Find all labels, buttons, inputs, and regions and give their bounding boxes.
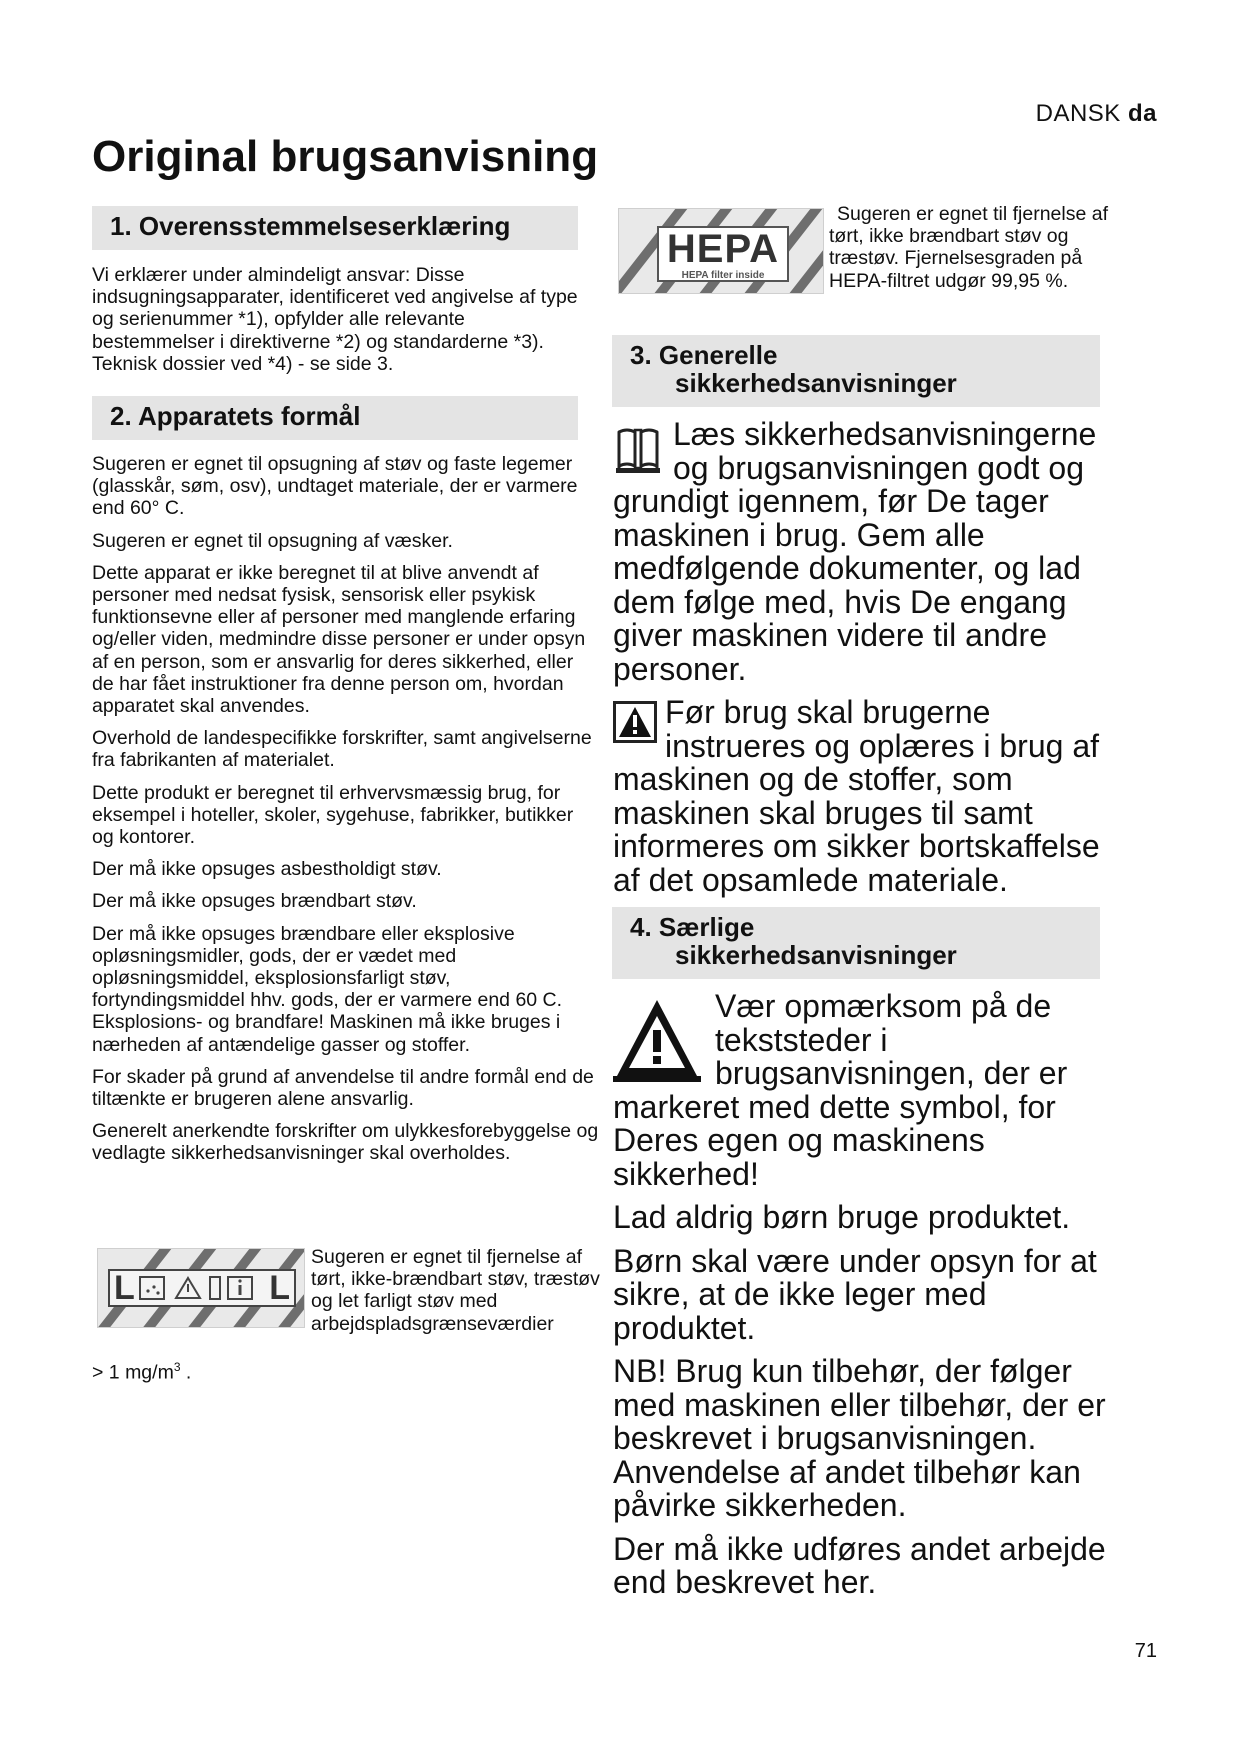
l-class-letter-left: L	[114, 1268, 135, 1307]
l-class-dust-label	[97, 1248, 305, 1328]
paragraph: Børn skal være under opsyn for at sikre, at de ikke leger med produktet.	[613, 1242, 1097, 1346]
page-number: 71	[1134, 1640, 1157, 1662]
warning-icon	[613, 701, 657, 743]
l-class-limit: > 1 $mg/m^3$ .	[92, 1360, 192, 1384]
section-3-heading: 3. Generelle sikkerhedsanvisninger	[612, 335, 1100, 407]
large-warning-icon	[613, 996, 701, 1082]
paragraph: Generelt anerkendte forskrifter om ulykkesforebyggelse og vedlagte sikkerhedsanvisninger skal overholdes.	[92, 1120, 599, 1165]
l-class-letter-right: L	[269, 1268, 290, 1307]
paragraph: Der må ikke opsuges brændbart støv.	[92, 890, 417, 913]
paragraph: Dette produkt er beregnet til erhvervsmæssig brug, for eksempel i hoteller, skoler, sygehuse, fabrikker, butikker og kontorer.	[92, 781, 574, 849]
section-3-body	[613, 418, 1113, 907]
dust-hazard-icon	[138, 1274, 266, 1302]
manual-book-icon	[613, 424, 663, 476]
paragraph: Sugeren er egnet til opsugning af væsker.	[92, 529, 453, 552]
hepa-logo-subtext: HEPA filter inside	[681, 270, 765, 281]
section-4-heading: 4. Særlige sikkerhedsanvisninger	[612, 907, 1100, 979]
paragraph: Der må ikke udføres andet arbejde end beskrevet her.	[613, 1530, 1106, 1600]
section-2-heading: 2. Apparatets formål	[92, 396, 578, 440]
section-1-heading: 1. Overensstemmelseserklæring	[92, 206, 578, 250]
paragraph: Der må ikke opsuges brændbare eller eksplosive opløsningsmidler, gods, der er vædet med opløsningsmiddel, eksplosionsfarligt støv, fortyndingsmiddel hhv. gods, der er varmere end 60 C. Eksplosions- og brandfare! Maskinen må ikke bruges i nærheden af antændelige gasser og stoffer.	[92, 922, 563, 1056]
document-title: Original brugsanvisning	[92, 132, 599, 181]
hepa-logo-text: HEPA	[666, 227, 780, 271]
paragraph: Sugeren er egnet til opsugning af støv og faste legemer (glasskår, søm, osv), undtaget materiale, der er varmere end 60° C.	[92, 453, 578, 520]
l-class-text: Sugeren er egnet til fjernelse af tørt, ikke-brændbart støv, træstøv og let farligt støv med arbejdspladsgrænseværdier	[311, 1246, 600, 1335]
paragraph: Lad aldrig børn bruge produktet.	[613, 1199, 1071, 1235]
paragraph: NB! Brug kun tilbehør, der følger med maskinen eller tilbehør, der er beskrevet i brugsanvisningen. Anvendelse af andet tilbehør kan påvirke sikkerheden.	[613, 1353, 1106, 1523]
section-4-body	[613, 990, 1113, 1610]
paragraph: Dette apparat er ikke beregnet til at blive anvendt af personer med nedsat fysisk, sensorisk eller psykisk funktionsevne eller af personer med manglende erfaring og/eller viden, medmindre disse personer er under opsyn af en person, som er ansvarlig for deres sikkerhed, eller de har fået instruktioner fra denne person om, hvordan apparatet skal anvendes.	[92, 561, 586, 718]
hepa-label	[618, 208, 824, 294]
paragraph: Før brug skal brugerne instrueres og oplæres i brug af maskinen og de stoffer, som maskinen skal bruges til samt informeres om sikker bortskaffelse af det opsamlede materiale.	[613, 694, 1100, 898]
hepa-text: Sugeren er egnet til fjernelse af tørt, ikke brændbart støv og træstøv. Fjernelsesgraden på HEPA-filtret udgør 99,95 %.	[829, 203, 1109, 292]
language-label: DANSK da	[1035, 100, 1157, 127]
paragraph: For skader på grund af anvendelse til andre formål end de tiltænkte er brugeren alene ansvarlig.	[92, 1065, 594, 1111]
paragraph: Der må ikke opsuges asbestholdigt støv.	[92, 858, 442, 881]
paragraph: Vær opmærksom på de tekststeder i brugsanvisningen, der er markeret med dette symbol, for Deres egen og maskinens sikkerhed!	[613, 988, 1068, 1192]
paragraph: Læs sikkerhedsanvisningerne og brugsanvisningen godt og grundigt igennem, før De tager maskinen i brug. Gem alle medfølgende dokumenter, og lad dem følge med, hvis De engang giver maskinen videre til andre personer.	[613, 416, 1097, 687]
paragraph: Overhold de landespecifikke forskrifter, samt angivelserne fra fabrikanten af materialet.	[92, 727, 592, 772]
section-1-text: Vi erklærer under almindeligt ansvar: Disse indsugningsapparater, identificeret ved angivelse af type og serienummer *1), opfylder alle relevante bestemmelser i direktiverne *2) og standarderne *3). Teknisk dossier ved *4) - se side 3.	[92, 264, 578, 375]
section-2-body	[92, 453, 599, 1175]
